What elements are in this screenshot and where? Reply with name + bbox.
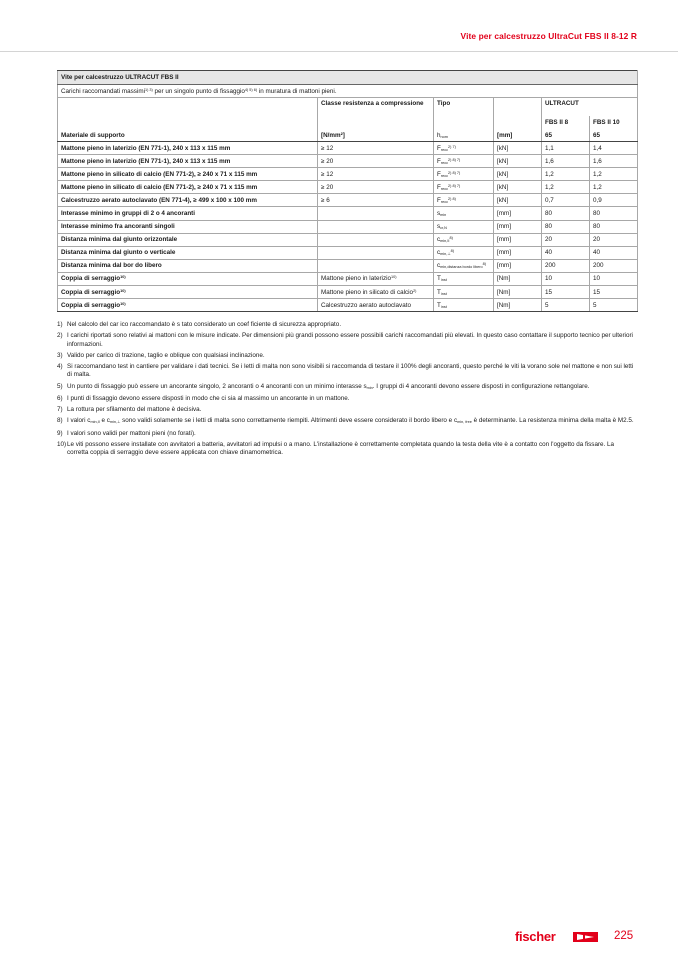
header-divider	[0, 51, 678, 52]
footnote-item: 9) I valori sono validi per mattoni pieni (no forati).	[57, 429, 196, 437]
table-row	[58, 181, 638, 194]
header-mm: [mm]	[494, 129, 542, 142]
row-unit: [Nm]	[494, 272, 542, 285]
header-title: Vite per calcestruzzo UltraCut FBS II 8-12 R	[460, 31, 637, 41]
header-classe: Classe resistenza a compressione	[318, 98, 434, 117]
footnote-item: 6) I punti di fissaggio devono essere disposti in modo che ci sia al massimo un ancorante in un mattone.	[57, 394, 350, 402]
row-classe	[318, 259, 434, 272]
row-unit: [kN]	[494, 181, 542, 194]
row-unit: [kN]	[494, 155, 542, 168]
row-classe: ≥ 12	[318, 168, 434, 181]
row-symbol: $T_{inst}$	[434, 286, 494, 299]
footnote-item: 3) Valido per carico di trazione, taglio e oblique con qualsiasi inclinazione.	[57, 351, 265, 359]
header-fbs8: FBS II 8	[542, 116, 590, 129]
row-symbol: $F_{recc}^{2) 8) 7)}$	[434, 155, 494, 168]
row-value-fbs8: 5	[542, 299, 590, 312]
row-label: Distanza minima dal giunto orizzontale	[58, 233, 318, 246]
row-value-fbs10: 80	[590, 207, 638, 220]
row-unit: [mm]	[494, 259, 542, 272]
row-value-fbs8: 1,2	[542, 181, 590, 194]
row-value-fbs10: 1,6	[590, 155, 638, 168]
row-classe	[318, 207, 434, 220]
row-unit: [mm]	[494, 246, 542, 259]
row-classe: Mattone pieno in laterizio$^{10)}$	[318, 272, 434, 285]
header-unit-nmm: [N/mm²]	[318, 129, 434, 142]
row-value-fbs8: 15	[542, 286, 590, 299]
load-table	[57, 70, 638, 312]
row-unit: [Nm]	[494, 299, 542, 312]
row-value-fbs10: 1,4	[590, 142, 638, 155]
row-value-fbs8: 10	[542, 272, 590, 285]
row-value-fbs8: 200	[542, 259, 590, 272]
row-label: Distanza minima dal giunto o verticale	[58, 246, 318, 259]
row-label: Mattone pieno in silicato di calcio (EN 771-2), ≥ 240 x 71 x 115 mm	[58, 181, 318, 194]
row-symbol: $F_{recc}^{2) 8) 7)}$	[434, 168, 494, 181]
header-hnom: $h_{nom}$	[434, 129, 494, 142]
row-unit: [mm]	[494, 233, 542, 246]
row-value-fbs8: 40	[542, 246, 590, 259]
footnote-item: 5) Un punto di fissaggio può essere un ancorante singolo, 2 ancoranti o 4 ancoranti con un minimo interasse $s_{min}$. I gruppi di 4 ancoranti devono essere disposti in configurazione rettangolare.	[57, 382, 590, 390]
header-tipo: Tipo	[434, 98, 494, 117]
row-value-fbs8: 1,1	[542, 142, 590, 155]
table-subtitle: Carichi raccomandati massimi$^{1) 3)}$ per un singolo punto di fissaggio$^{4) 5) 6)}$ in muratura di mattoni pieni.	[58, 85, 638, 98]
row-value-fbs10: 10	[590, 272, 638, 285]
row-value-fbs10: 20	[590, 233, 638, 246]
row-value-fbs10: 5	[590, 299, 638, 312]
table-row	[58, 272, 638, 285]
header-65-a: 65	[542, 129, 590, 142]
row-value-fbs10: 0,9	[590, 194, 638, 207]
row-label: Mattone pieno in silicato di calcio (EN 771-2), ≥ 240 x 71 x 115 mm	[58, 168, 318, 181]
row-value-fbs8: 1,2	[542, 168, 590, 181]
row-unit: [mm]	[494, 220, 542, 233]
header-65-b: 65	[590, 129, 638, 142]
table-row	[58, 286, 638, 299]
footnote-item: 1) Nel calcolo del car ico raccomandato è s tato considerato un coef ficiente di sicurezza appropriato.	[57, 321, 342, 328]
row-label: Mattone pieno in laterizio (EN 771-1), 240 x 113 x 115 mm	[58, 142, 318, 155]
table-row	[58, 194, 638, 207]
row-symbol: $T_{inst}$	[434, 272, 494, 285]
header-empty-unit	[494, 98, 542, 117]
row-symbol: $F_{recc}^{2) 7)}$	[434, 142, 494, 155]
row-symbol: $c_{min,II}^{8)}$	[434, 233, 494, 246]
row-classe: Calcestruzzo aerato autoclavato	[318, 299, 434, 312]
row-value-fbs10: 40	[590, 246, 638, 259]
row-classe: Mattone pieno in silicato di calcio$^{2)}$	[318, 286, 434, 299]
brand-logo: fischer	[515, 929, 556, 944]
table-row	[58, 155, 638, 168]
row-classe: ≥ 20	[318, 181, 434, 194]
table-title: Vite per calcestruzzo ULTRACUT FBS II	[58, 71, 638, 85]
table-row	[58, 233, 638, 246]
footnote-item: 8) I valori $c_{min,II}$ e $c_{min,\perp}$ sono validi solamente se i letti di malta sono correttamente riempiti. Altrimenti deve essere considerato il bordo libero e $c_{min, free}$ è determinante. La resistenza minima della malta è M2.5.	[57, 417, 634, 425]
row-unit: [kN]	[494, 142, 542, 155]
table-row	[58, 259, 638, 272]
header-ultracut: ULTRACUT	[542, 98, 638, 117]
row-unit: [kN]	[494, 168, 542, 181]
row-label: Mattone pieno in laterizio (EN 771-1), 240 x 113 x 115 mm	[58, 155, 318, 168]
footnote-item: 10) Le viti possono essere installate con avvitatori a batteria, avvitatori ad impulsi o a mano. L'installazione è correttamente completata quando la testa della vite è a contatto con l'oggetto da fissare. La corretta coppia di serraggio deve essere applicata con chiave dinamometrica.	[57, 441, 615, 457]
row-value-fbs8: 80	[542, 207, 590, 220]
row-symbol: $c_{min,distanza bordo libero}^{8)}$	[434, 259, 494, 272]
row-value-fbs8: 20	[542, 233, 590, 246]
header-empty-cell	[58, 98, 318, 117]
row-label: Interasse minimo in gruppi di 2 o 4 ancoranti	[58, 207, 318, 220]
table-row	[58, 299, 638, 312]
table-row	[58, 142, 638, 155]
row-value-fbs8: 1,6	[542, 155, 590, 168]
row-classe: ≥ 20	[318, 155, 434, 168]
row-value-fbs8: 0,7	[542, 194, 590, 207]
row-label: Coppia di serraggio$^{10)}$	[58, 299, 318, 312]
row-value-fbs10: 1,2	[590, 181, 638, 194]
row-classe	[318, 220, 434, 233]
footnote-item: 2) I carichi riportati sono relativi ai mattoni con le misure indicate. Per dimensioni più grandi possono essere possibili carichi raccomandati più elevati. In questo caso contattare il supporto tecnico per ulteriori informazioni.	[57, 332, 633, 348]
row-unit: [mm]	[494, 207, 542, 220]
row-value-fbs10: 15	[590, 286, 638, 299]
row-symbol: $F_{recc}^{2) 8) 7)}$	[434, 181, 494, 194]
row-classe: ≥ 12	[318, 142, 434, 155]
footnote-item: 4) Si raccomandano test in cantiere per validare i dati tecnici. Se i letti di malta non sono visibili si raccomanda di testare il 100% degli ancoranti, questo perché le viti la vorano sole nel mattone e non sui letti di malta.	[57, 363, 634, 379]
row-unit: [Nm]	[494, 286, 542, 299]
row-classe	[318, 246, 434, 259]
row-classe	[318, 233, 434, 246]
table-row	[58, 168, 638, 181]
header-materiale: Materiale di supporto	[58, 129, 318, 142]
row-symbol: $c_{min,\perp}^{8)}$	[434, 246, 494, 259]
table-row	[58, 220, 638, 233]
header-fbs10: FBS II 10	[590, 116, 638, 129]
table-row	[58, 207, 638, 220]
row-symbol: $F_{recc}^{2) 8)}$	[434, 194, 494, 207]
row-value-fbs10: 1,2	[590, 168, 638, 181]
row-value-fbs10: 200	[590, 259, 638, 272]
row-classe: ≥ 6	[318, 194, 434, 207]
row-unit: [kN]	[494, 194, 542, 207]
fischer-emblem-icon	[573, 932, 598, 942]
row-label: Interasse minimo fra ancoranti singoli	[58, 220, 318, 233]
footnotes	[57, 321, 637, 461]
row-label: Calcestruzzo aerato autoclavato (EN 771-4), ≥ 499 x 100 x 100 mm	[58, 194, 318, 207]
row-symbol: $s_{cr,N}$	[434, 220, 494, 233]
footnote-item: 7) La rottura per sfilamento del mattone è decisiva.	[57, 406, 202, 414]
row-label: Coppia di serraggio$^{10)}$	[58, 272, 318, 285]
row-label: Distanza minima dal bor do libero	[58, 259, 318, 272]
table-row	[58, 246, 638, 259]
row-symbol: $s_{min}$	[434, 207, 494, 220]
page-number: 225	[614, 930, 634, 942]
row-label: Coppia di serraggio$^{10)}$	[58, 286, 318, 299]
row-value-fbs8: 80	[542, 220, 590, 233]
row-value-fbs10: 80	[590, 220, 638, 233]
row-symbol: $T_{inst}$	[434, 299, 494, 312]
